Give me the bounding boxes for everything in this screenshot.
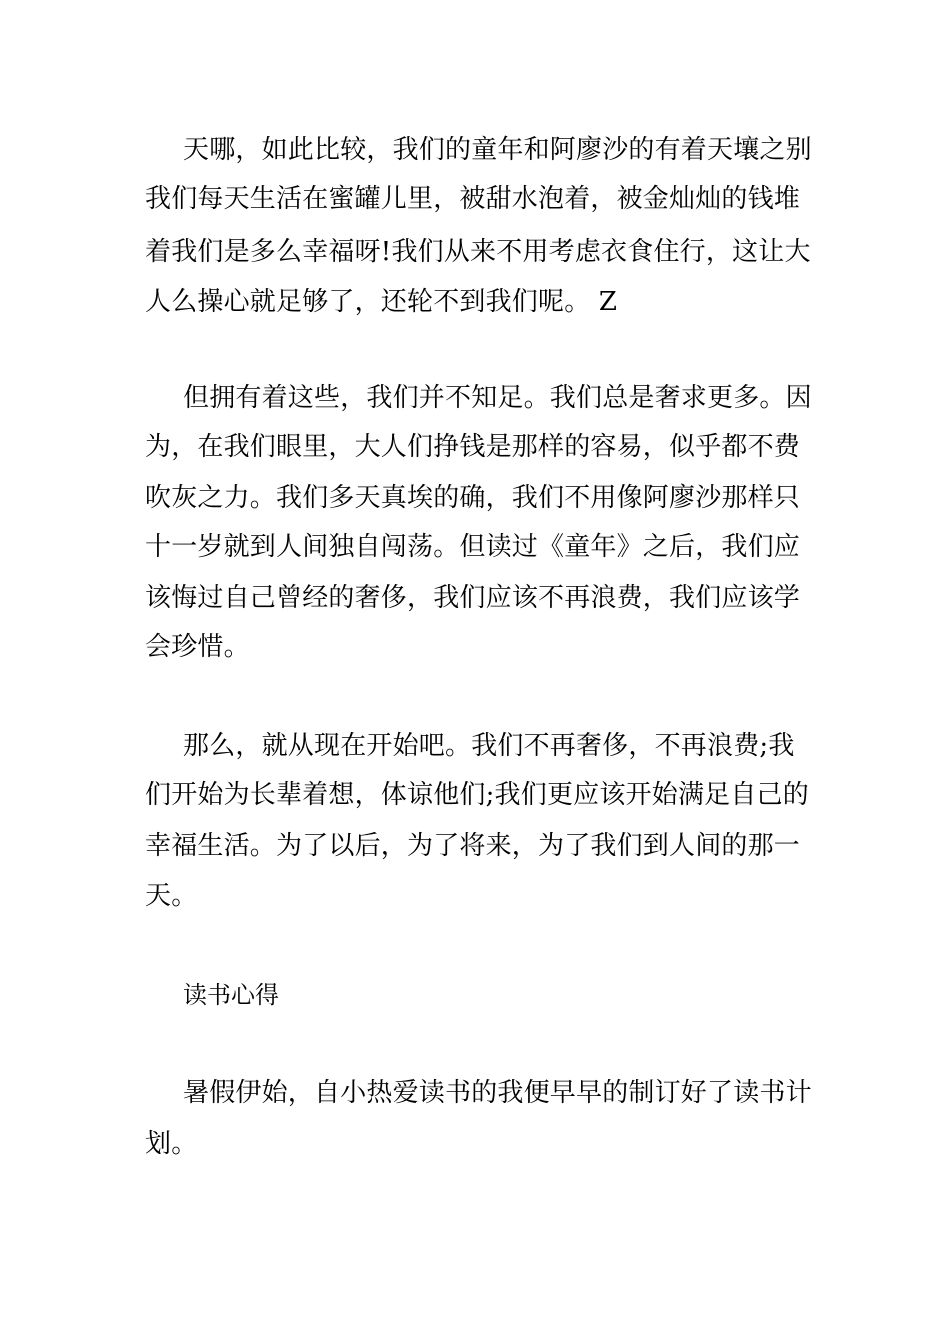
paragraph-line: 那么，就从现在开始吧。我们不再奢侈，不再浪费;我: [183, 731, 795, 761]
paragraph-line: 着我们是多么幸福呀!我们从来不用考虑衣食住行，这让大: [145, 237, 811, 267]
paragraph-line: 为，在我们眼里，大人们挣钱是那样的容易，似乎都不费: [145, 432, 801, 462]
paragraph-line: 该悔过自己曾经的奢侈，我们应该不再浪费，我们应该学: [145, 583, 801, 613]
paragraph-line: 十一岁就到人间独自闯荡。但读过《童年》之后，我们应: [145, 532, 801, 562]
paragraph-line: 吹灰之力。我们多天真埃的确，我们不用像阿廖沙那样只: [145, 483, 801, 513]
paragraph-line: 暑假伊始，自小热爱读书的我便早早的制订好了读书计: [183, 1078, 812, 1108]
paragraph-line: 们开始为长辈着想，体谅他们;我们更应该开始满足自己的: [145, 780, 809, 810]
paragraph-line: 划。: [145, 1129, 198, 1159]
paragraph-line: 天哪，如此比较，我们的童年和阿廖沙的有着天壤之别: [183, 135, 812, 165]
paragraph-line: 但拥有着这些，我们并不知足。我们总是奢求更多。因: [183, 383, 812, 413]
paragraph-line: 我们每天生活在蜜罐儿里，被甜水泡着，被金灿灿的钱堆: [145, 184, 801, 214]
paragraph-line: 会珍惜。: [145, 632, 250, 662]
paragraph-line: 天。: [145, 881, 198, 911]
section-heading: 读书心得: [183, 981, 279, 1009]
paragraph-line: 人么操心就足够了，还轮不到我们呢。 Z: [145, 287, 618, 317]
paragraph-line: 幸福生活。为了以后，为了将来，为了我们到人间的那一: [145, 831, 801, 861]
